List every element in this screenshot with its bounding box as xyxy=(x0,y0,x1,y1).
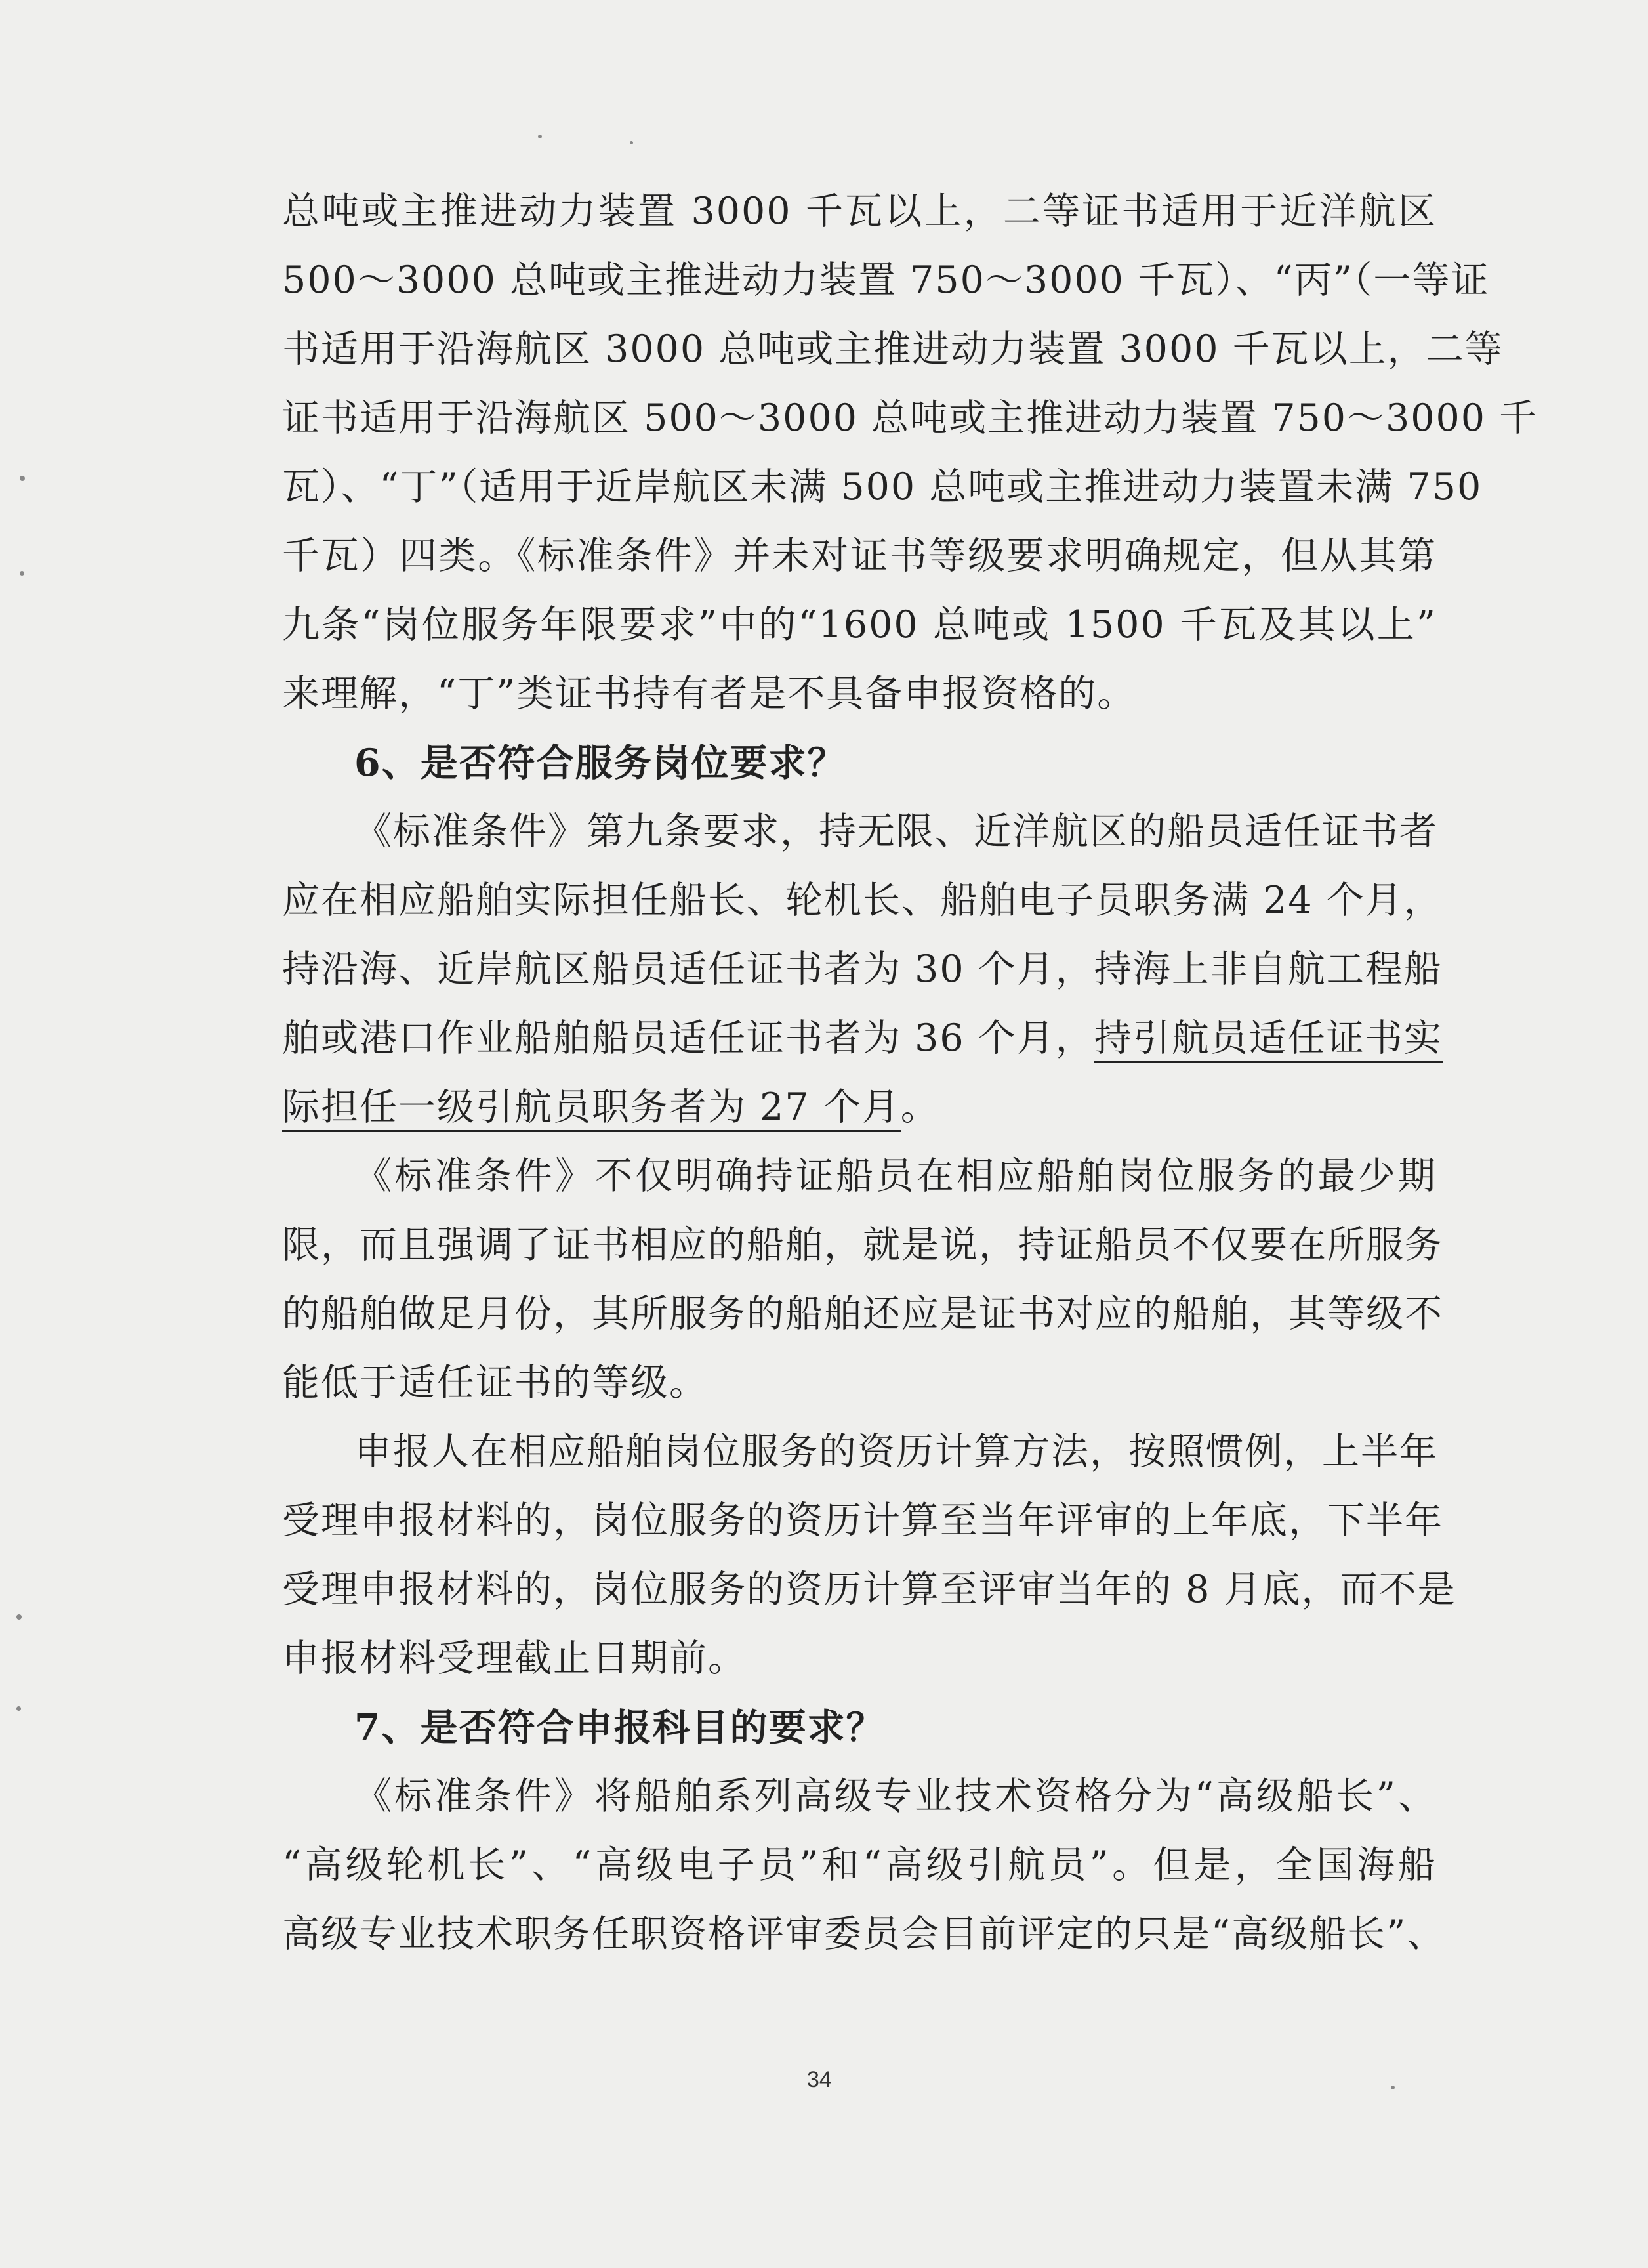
line-text: 。 xyxy=(900,1085,939,1129)
paragraph-line: 应在相应船舶实际担任船长、轮机长、船舶电子员职务满 24 个月， xyxy=(282,879,1443,922)
paragraph-line: 瓦）、“丁”（适用于近岸航区未满 500 总吨或主推进动力装置未满 750 xyxy=(282,465,1483,509)
paragraph-line: 申报材料受理截止日期前。 xyxy=(282,1637,747,1680)
scan-speck xyxy=(20,571,24,576)
paragraph-line: 书适用于沿海航区 3000 总吨或主推进动力装置 3000 千瓦以上，二等 xyxy=(282,327,1504,371)
paragraph-line: 能低于适任证书的等级。 xyxy=(282,1361,708,1404)
page-number: 34 xyxy=(807,2067,832,2092)
body-text xyxy=(282,177,1538,1969)
scan-speck xyxy=(538,135,542,138)
scan-speck xyxy=(20,476,25,481)
paragraph-line: 受理申报材料的，岗位服务的资历计算至评审当年的 8 月底，而不是 xyxy=(282,1568,1456,1611)
paragraph-line: “高级轮机长”、“高级电子员”和“高级引航员”。但是，全国海船 xyxy=(282,1843,1437,1887)
paragraph-line: 《标准条件》不仅明确持证船员在相应船舶岗位服务的最少期 xyxy=(354,1154,1437,1198)
paragraph-line: 受理申报材料的，岗位服务的资历计算至当年评审的上年底，下半年 xyxy=(282,1499,1443,1542)
paragraph-line: 九条“岗位服务年限要求”中的“1600 总吨或 1500 千瓦及其以上” xyxy=(282,603,1437,646)
paragraph-line xyxy=(282,1073,1437,1142)
section-heading-6: 6、是否符合服务岗位要求？ xyxy=(354,741,846,785)
scan-speck xyxy=(16,1706,21,1711)
paragraph-line: 限，而且强调了证书相应的船舶，就是说，持证船员不仅要在所服务 xyxy=(282,1223,1443,1267)
paragraph-line: 《标准条件》将船舶系列高级专业技术资格分为“高级船长”、 xyxy=(354,1774,1437,1818)
paragraph-line xyxy=(282,1004,1443,1073)
paragraph-line: 来理解，“丁”类证书持有者是不具备申报资格的。 xyxy=(282,672,1136,715)
line-text: 舶或港口作业船舶船员适任证书者为 36 个月， xyxy=(282,1017,1094,1060)
paragraph-line: 500～3000 总吨或主推进动力装置 750～3000 千瓦）、“丙”（一等证 xyxy=(282,259,1490,302)
paragraph-line: 持沿海、近岸航区船员适任证书者为 30 个月，持海上非自航工程船 xyxy=(282,948,1443,991)
paragraph-line: 总吨或主推进动力装置 3000 千瓦以上，二等证书适用于近洋航区 xyxy=(282,190,1437,233)
scan-speck xyxy=(1391,2086,1395,2090)
scan-speck xyxy=(630,141,633,144)
paragraph-line: 申报人在相应船舶岗位服务的资历计算方法，按照惯例，上半年 xyxy=(354,1430,1438,1473)
paragraph-line: 高级专业技术职务任职资格评审委员会目前评定的只是“高级船长”、 xyxy=(282,1912,1446,1956)
paragraph-line: 证书适用于沿海航区 500～3000 总吨或主推进动力装置 750～3000 千 xyxy=(282,396,1538,440)
paragraph-line: 千瓦）四类。《标准条件》并未对证书等级要求明确规定，但从其第 xyxy=(282,534,1437,578)
paragraph-line: 的船舶做足月份，其所服务的船舶还应是证书对应的船舶，其等级不 xyxy=(282,1292,1443,1335)
scan-speck xyxy=(16,1614,22,1620)
section-heading-7: 7、是否符合申报科目的要求？ xyxy=(354,1706,885,1750)
paragraph-line: 《标准条件》第九条要求，持无限、近洋航区的船员适任证书者 xyxy=(354,810,1438,853)
underlined-text: 持引航员适任证书实 xyxy=(1094,1017,1443,1063)
underlined-text: 际担任一级引航员职务者为 27 个月 xyxy=(282,1085,901,1132)
